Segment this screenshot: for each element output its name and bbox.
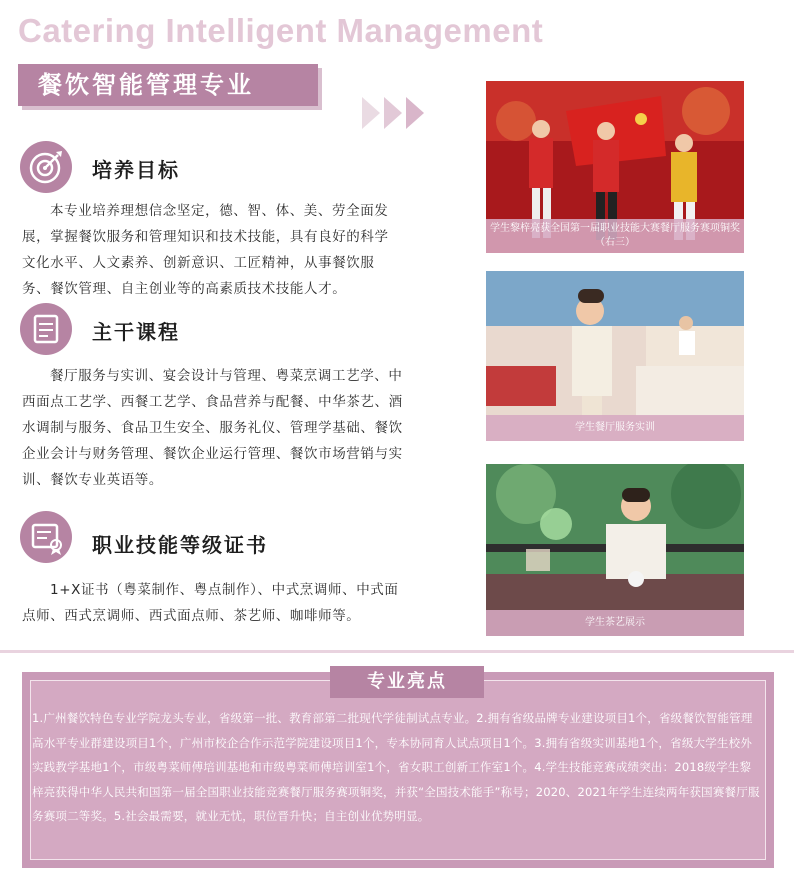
- section-text-courses: 餐厅服务与实训、宴会设计与管理、粤菜烹调工艺学、中西面点工艺学、西餐工艺学、食品营养与配餐、中华茶艺、酒水调制与服务、食品卫生安全、服务礼仪、管理学基础、餐饮企业会计与财务管理、餐饮企业运行管理、餐饮市场营销与实训、餐饮专业英语等。: [22, 368, 403, 488]
- chevron-arrows-icon: [360, 93, 440, 133]
- english-title: Catering Intelligent Management: [18, 12, 544, 49]
- section-title-goals: 培养目标: [92, 158, 180, 182]
- section-title-courses: 主干课程: [92, 320, 180, 344]
- photo-caption-tea: 学生茶艺展示: [486, 610, 744, 636]
- certificate-icon: [20, 511, 72, 563]
- award-photo: [486, 81, 744, 253]
- target-icon: [20, 141, 72, 193]
- section-text-certificates: 1+X证书（粤菜制作、粤点制作）、中式烹调师、中式面点师、西式烹调师、西式面点师、茶艺师、咖啡师等。: [22, 582, 399, 624]
- photo-caption-award: 学生黎梓亮获全国第一届职业技能大赛餐厅服务赛项铜奖（右三）: [486, 219, 744, 253]
- tea-photo: [486, 464, 744, 636]
- highlights-text: 1.广州餐饮特色专业学院龙头专业，省级第一批、教育部第二批现代学徒制试点专业。2.拥有省级品牌专业建设项目1个，省级餐饮智能管理高水平专业群建设项目1个，广州市校企合作示范学院建设项目1个，专本协同育人试点项目1个。3.拥有省级实训基地1个，省级大学生校外实践教学基地1个，市级粤菜师傅培训基地和市级粤菜师傅培训室1个，省女职工创新工作室1个。4.学生技能竞赛成绩突出：2018级学生黎梓亮获得中华人民共和国第一届全国职业技能竞赛餐厅服务赛项铜奖，并获“全国技术能手”称号；2020、2021年学生连续两年获国赛餐厅服务赛项二等奖。5.社会最需要，就业无忧，职位晋升快；自主创业优势明显。: [32, 711, 760, 823]
- section-text-goals: 本专业培养理想信念坚定，德、智、体、美、劳全面发展，掌握餐饮服务和管理知识和技术技能，具有良好的科学文化水平、人文素养、创新意识、工匠精神，从事餐饮服务、餐饮管理、自主创业等的高素质技术技能人才。: [22, 203, 389, 297]
- book-icon: [20, 303, 72, 355]
- highlights-title: 专业亮点: [330, 666, 484, 698]
- divider: [0, 650, 794, 653]
- photo-caption-service: 学生餐厅服务实训: [486, 415, 744, 441]
- service-photo: [486, 271, 744, 441]
- section-title-certificates: 职业技能等级证书: [92, 533, 268, 557]
- chinese-title-banner: 餐饮智能管理专业: [18, 64, 318, 106]
